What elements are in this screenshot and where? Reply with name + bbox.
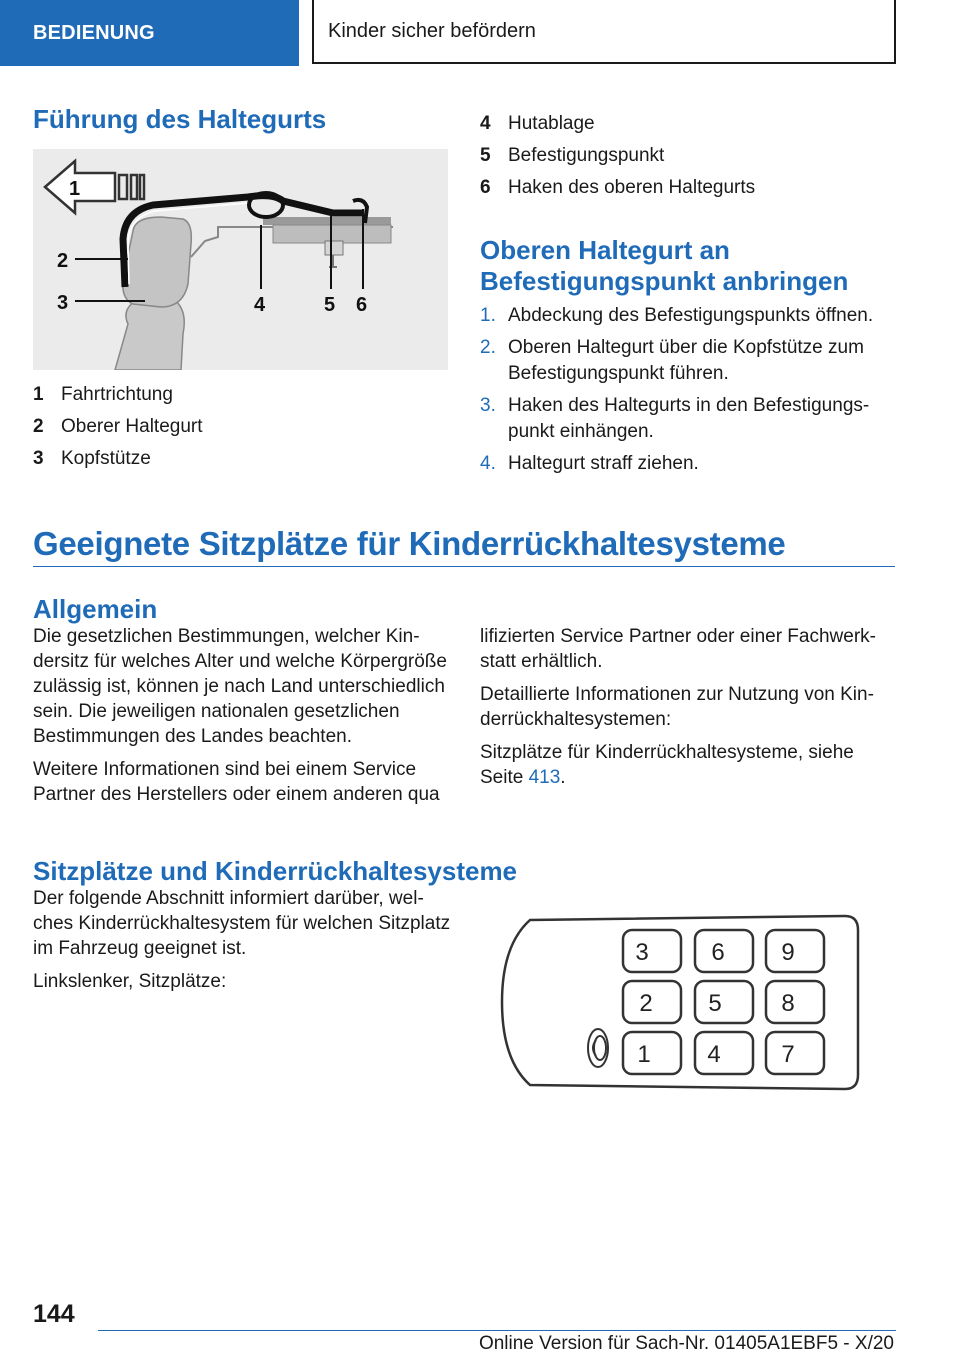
- legend-text: Befestigungspunkt: [508, 145, 665, 166]
- header-chapter-box: [312, 0, 896, 64]
- step-text: Haken des Haltegurts in den Befestigungspunkt einhängen.: [508, 395, 870, 442]
- step-num: 3.: [480, 395, 496, 416]
- legend-right: [480, 108, 755, 204]
- heading-line-2: Befestigungspunkt anbringen: [480, 266, 849, 296]
- seat-position-diagram: [500, 910, 860, 1095]
- footer-version-text: Online Version für Sach-Nr. 01405A1EBF5 - X/20: [478, 1333, 894, 1354]
- step-num: 2.: [480, 337, 496, 358]
- callout-2: 2: [57, 250, 69, 272]
- sitzplaetze-text: [33, 886, 451, 1002]
- paragraph: Linkslenker, Sitzplätze:: [33, 971, 227, 992]
- seat-label-8: 8: [781, 990, 795, 1017]
- heading-allgemein: Allgemein: [33, 594, 158, 624]
- seat-label-5: 5: [708, 990, 722, 1017]
- seat-label-6: 6: [711, 939, 725, 966]
- callout-4: 4: [254, 294, 266, 316]
- legend-item: [480, 172, 755, 204]
- heading-line-1: Oberen Haltegurt an: [480, 235, 730, 265]
- legend-num: 4: [480, 113, 491, 134]
- legend-left: [33, 379, 203, 475]
- allgemein-right-column: [480, 624, 898, 798]
- legend-item: [33, 443, 203, 475]
- step-item: [480, 303, 900, 329]
- step-item: [480, 451, 900, 477]
- section-title: Geeignete Sitzplätze für Kinderrückhaltesysteme: [33, 525, 786, 562]
- heading-haltegurt-anbringen: [480, 235, 848, 297]
- callout-5: 5: [324, 294, 336, 316]
- step-text: Oberen Haltegurt über die Kopfstütze zum Befestigungspunkt führen.: [508, 337, 864, 384]
- callout-1: 1: [69, 178, 81, 200]
- legend-text: Fahrtrichtung: [61, 384, 173, 405]
- headrest-illustration: [33, 149, 448, 370]
- chapter-label: Kinder sicher befördern: [328, 19, 536, 42]
- seat-label-4: 4: [707, 1041, 721, 1068]
- legend-item: [33, 379, 203, 411]
- legend-text: Hutablage: [508, 113, 595, 134]
- seat-label-2: 2: [639, 990, 653, 1017]
- header-section-tab: [0, 0, 299, 66]
- headrest-diagram: [33, 149, 448, 370]
- reference-text: Sitzplätze für Kinderrückhaltesysteme, siehe Seite: [480, 742, 854, 788]
- step-num: 4.: [480, 453, 496, 474]
- step-item: [480, 335, 900, 387]
- car-seat-layout: [500, 910, 860, 1095]
- page-reference-link[interactable]: 413: [528, 767, 561, 788]
- page-number: 144: [33, 1300, 75, 1328]
- seat-label-1: 1: [637, 1041, 651, 1068]
- steps-list: [480, 303, 900, 483]
- heading-fuehrung: Führung des Haltegurts: [33, 104, 327, 134]
- paragraph: Die gesetzlichen Bestimmungen, welcher Kindersitz für welches Alter und welche Körpergröße zulässig ist, können je nach Land unterschiedlich sein. Die jeweiligen nationalen gesetzlichen Bestimmungen des Landes beachten.: [33, 626, 447, 747]
- step-item: [480, 393, 900, 445]
- section-label: BEDIENUNG: [33, 21, 155, 44]
- legend-text: Oberer Haltegurt: [61, 416, 203, 437]
- legend-num: 3: [33, 448, 44, 469]
- legend-num: 2: [33, 416, 44, 437]
- heading-sitzplaetze: Sitzplätze und Kinderrückhaltesysteme: [33, 856, 518, 886]
- legend-num: 1: [33, 384, 44, 405]
- step-text: Haltegurt straff ziehen.: [508, 453, 699, 474]
- step-num: 1.: [480, 305, 496, 326]
- legend-text: Kopfstütze: [61, 448, 151, 469]
- seat-label-7: 7: [781, 1041, 795, 1068]
- seat-label-3: 3: [635, 939, 649, 966]
- allgemein-left-column: [33, 624, 451, 815]
- seat-label-9: 9: [781, 939, 795, 966]
- paragraph: lifizierten Service Partner oder einer Fachwerkstatt erhältlich.: [480, 626, 876, 672]
- legend-item: [480, 140, 755, 172]
- legend-item: [33, 411, 203, 443]
- footer-divider: [98, 1330, 896, 1331]
- reference-end: .: [560, 767, 566, 788]
- section-divider: [33, 566, 895, 567]
- callout-6: 6: [356, 294, 368, 316]
- paragraph: Weitere Informationen sind bei einem Service Partner des Herstellers oder einem anderen qua: [33, 759, 440, 805]
- paragraph: Detaillierte Informationen zur Nutzung von Kinderrückhaltesystemen:: [480, 684, 874, 730]
- paragraph: [480, 740, 898, 790]
- legend-num: 6: [480, 177, 491, 198]
- legend-item: [480, 108, 755, 140]
- step-text: Abdeckung des Befestigungspunkts öffnen.: [508, 305, 874, 326]
- paragraph: Der folgende Abschnitt informiert darüber, welches Kinderrückhaltesystem für welchen Sitzplatz im Fahrzeug geeignet ist.: [33, 888, 451, 959]
- callout-3: 3: [57, 292, 69, 314]
- legend-text: Haken des oberen Haltegurts: [508, 177, 756, 198]
- legend-num: 5: [480, 145, 491, 166]
